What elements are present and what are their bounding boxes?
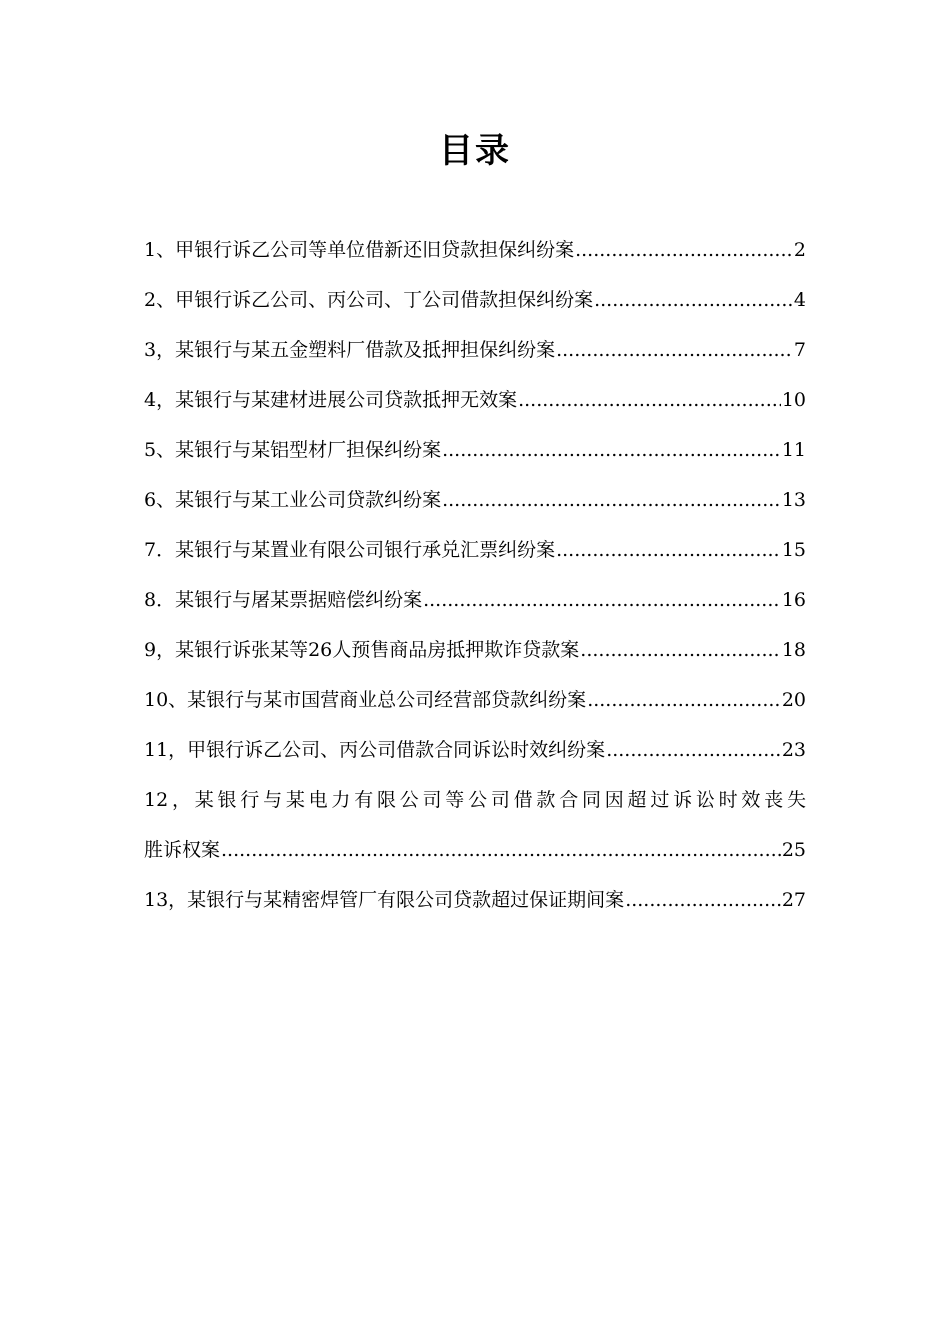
toc-entry[interactable] — [144, 625, 806, 675]
toc-entry-text: 7．某银行与某置业有限公司银行承兑汇票纠纷案 — [144, 539, 556, 561]
toc-entry-text: 10、某银行与某市国营商业总公司经营部贷款纠纷案 — [144, 689, 587, 711]
toc-entry-text: 4，某银行与某建材进展公司贷款抵押无效案 — [144, 389, 518, 411]
dot-leader — [221, 825, 781, 875]
toc-page-number: 20 — [781, 689, 806, 711]
dot-leader — [575, 225, 793, 275]
dot-leader — [423, 575, 781, 625]
toc-entry-text: 5、某银行与某铝型材厂担保纠纷案 — [144, 439, 442, 461]
dot-leader — [606, 725, 781, 775]
toc-entry-text: 2、甲银行诉乙公司、丙公司、丁公司借款担保纠纷案 — [144, 289, 594, 311]
toc-page-number: 2 — [793, 239, 806, 261]
dot-leader — [556, 525, 781, 575]
toc-entry[interactable] — [144, 325, 806, 375]
toc-entry[interactable] — [144, 475, 806, 525]
toc-entry[interactable] — [144, 875, 806, 925]
toc-entry-text: 13，某银行与某精密焊管厂有限公司贷款超过保证期间案 — [144, 889, 625, 911]
dot-leader — [442, 475, 781, 525]
toc-entry[interactable] — [144, 775, 806, 875]
toc-entry-text: 3，某银行与某五金塑料厂借款及抵押担保纠纷案 — [144, 339, 556, 361]
toc-entry[interactable] — [144, 725, 806, 775]
toc-entry[interactable] — [144, 575, 806, 625]
toc-entry-continuation — [144, 825, 806, 875]
toc-page-number: 4 — [793, 289, 806, 311]
toc-entry[interactable] — [144, 425, 806, 475]
toc-entry[interactable] — [144, 275, 806, 325]
toc-entry-text-continued: 胜诉权案 — [144, 839, 221, 861]
dot-leader — [594, 275, 793, 325]
toc-page-number: 16 — [781, 589, 806, 611]
toc-entry[interactable] — [144, 525, 806, 575]
toc-entry-text: 6、某银行与某工业公司贷款纠纷案 — [144, 489, 442, 511]
toc-entry[interactable] — [144, 675, 806, 725]
toc-page-number: 7 — [793, 339, 806, 361]
toc-list — [144, 225, 806, 925]
toc-entry-text: 1、甲银行诉乙公司等单位借新还旧贷款担保纠纷案 — [144, 239, 575, 261]
dot-leader — [518, 375, 781, 425]
dot-leader — [580, 625, 781, 675]
toc-title: 目录 — [439, 131, 511, 171]
toc-page-number: 13 — [781, 489, 806, 511]
dot-leader — [625, 875, 781, 925]
toc-entry-text: 8．某银行与屠某票据赔偿纠纷案 — [144, 589, 423, 611]
toc-page-number: 23 — [781, 739, 806, 761]
dot-leader — [442, 425, 781, 475]
toc-entry-text: 9，某银行诉张某等26人预售商品房抵押欺诈贷款案 — [144, 639, 580, 661]
dot-leader — [556, 325, 793, 375]
toc-entry-text: 11，甲银行诉乙公司、丙公司借款合同诉讼时效纠纷案 — [144, 739, 606, 761]
toc-entry-text: 12，某银行与某电力有限公司等公司借款合同因超过诉讼时效丧失 — [144, 789, 806, 811]
toc-page-number: 18 — [781, 639, 806, 661]
dot-leader — [587, 675, 781, 725]
toc-page-number: 25 — [781, 839, 806, 861]
toc-entry[interactable] — [144, 225, 806, 275]
toc-page-number: 11 — [781, 439, 806, 461]
toc-page-number: 10 — [781, 389, 806, 411]
toc-page-number: 15 — [781, 539, 806, 561]
toc-page-number: 27 — [781, 889, 806, 911]
toc-entry[interactable] — [144, 375, 806, 425]
